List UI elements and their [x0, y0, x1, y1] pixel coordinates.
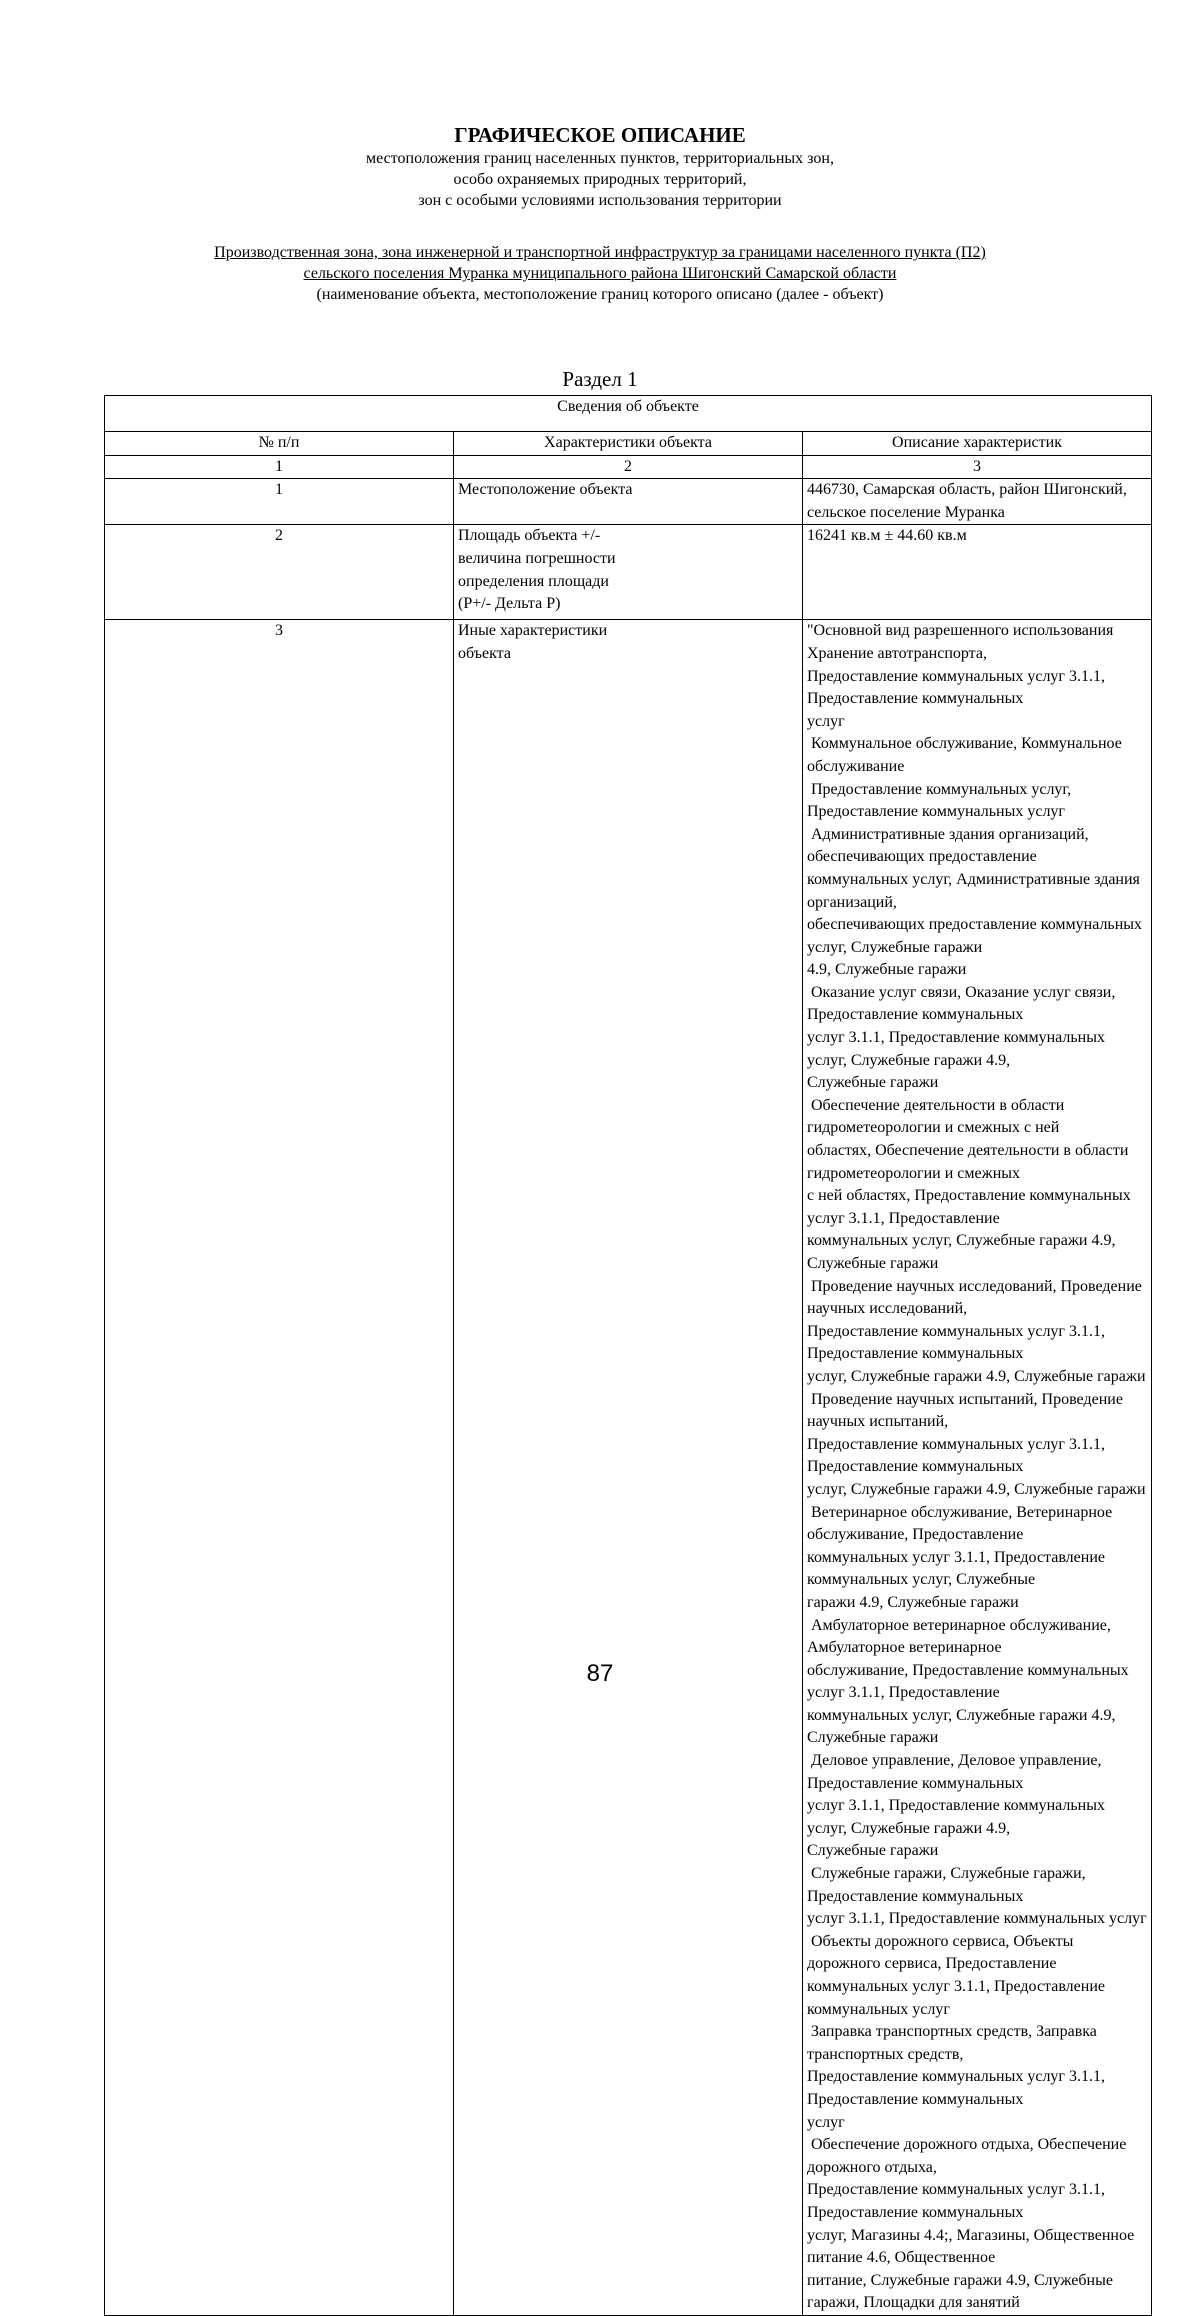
description-line: Коммунальное обслуживание, Коммунальное обслуживание [807, 735, 1126, 775]
description-line: Служебные гаражи [807, 1074, 939, 1092]
table-caption-row [105, 396, 1152, 432]
table-row [105, 620, 1152, 2316]
description-line: услуг, Служебные гаражи 4.9, Служебные гаражи [807, 1367, 1146, 1385]
description-cell [803, 479, 1152, 525]
subtitle-line: особо охраняемых природных территорий, [453, 171, 747, 188]
description-line: Служебные гаражи, Служебные гаражи, Предоставление коммунальных [807, 1865, 1090, 1905]
page-number: 87 [586, 1660, 614, 1687]
description-cell [803, 525, 1152, 620]
table-header-row [105, 432, 1152, 456]
subtitle-line: местоположения границ населенных пунктов, территориальных зон, [366, 150, 834, 167]
description-line: услуг [807, 2113, 845, 2131]
description-cell [803, 620, 1152, 2316]
description-line: с ней областях, Предоставление коммунальных услуг 3.1.1, Предоставление [807, 1187, 1135, 1227]
table-row [105, 479, 1152, 525]
description-line: Предоставление коммунальных услуг 3.1.1, Предоставление коммунальных [807, 667, 1109, 708]
object-block [0, 242, 1200, 305]
row-number: 1 [105, 479, 454, 525]
description-line: обслуживание, Предоставление коммунальных услуг 3.1.1, Предоставление [807, 1661, 1133, 1702]
description-line: коммунальных услуг, Административные здания организаций, [807, 870, 1144, 911]
table-row [105, 525, 1152, 620]
description-line: коммунальных услуг 3.1.1, Предоставление коммунальных услуг, Служебные [807, 1548, 1109, 1589]
description-line: 16241 кв.м ± 44.60 кв.м [807, 527, 967, 545]
description-line: Оказание услуг связи, Оказание услуг связи, Предоставление коммунальных [807, 983, 1120, 1024]
description-line: Деловое управление, Деловое управление, Предоставление коммунальных [807, 1752, 1106, 1792]
description-line: Проведение научных исследований, Проведение научных исследований, [807, 1277, 1146, 1318]
characteristic-line: определения площади [458, 572, 609, 590]
description-line: услуг, Служебные гаражи 4.9, Служебные гаражи [807, 1480, 1146, 1498]
description-line: Обеспечение деятельности в области гидрометеорологии и смежных с ней [807, 1096, 1069, 1137]
description-line: Предоставление коммунальных услуг 3.1.1, Предоставление коммунальных [807, 2068, 1109, 2108]
characteristic-line: (P+/- Дельта P) [458, 595, 561, 613]
description-line: услуг [807, 712, 845, 730]
description-line: Объекты дорожного сервиса, Объекты дорожного сервиса, Предоставление [807, 1932, 1078, 1973]
description-line: Предоставление коммунальных услуг 3.1.1, Предоставление коммунальных [807, 2181, 1109, 2221]
description-line: Предоставление коммунальных услуг 3.1.1, Предоставление коммунальных [807, 1322, 1109, 1363]
characteristic-line: Площадь объекта +/- [458, 527, 601, 545]
header-cell: № п/п [105, 432, 454, 456]
section-title: Раздел 1 [562, 367, 638, 391]
description-line: Ветеринарное обслуживание, Ветеринарное обслуживание, Предоставление [807, 1503, 1117, 1544]
description-line: Проведение научных испытаний, Проведение научных испытаний, [807, 1390, 1127, 1431]
column-number-cell: 3 [803, 455, 1152, 479]
description-line: коммунальных услуг 3.1.1, Предоставление коммунальных услуг [807, 1978, 1109, 2018]
object-caption: (наименование объекта, местоположение границ которого описано (далее - объект) [316, 286, 884, 303]
description-line: обеспечивающих предоставление коммунальных услуг, Служебные гаражи [807, 916, 1147, 956]
subtitle-line: зон с особыми условиями использования территории [418, 192, 782, 209]
column-number-cell: 1 [105, 455, 454, 479]
description-line: Административные здания организаций, обеспечивающих предоставление [807, 825, 1093, 866]
description-line: "Основной вид разрешенного использования Хранение автотранспорта, [807, 622, 1118, 662]
description-line: Обеспечение дорожного отдыха, Обеспечение дорожного отдыха, [807, 2136, 1131, 2176]
description-line: услуг, Магазины 4.4;, Магазины, Общественное питание 4.6, Общественное [807, 2226, 1139, 2267]
description-line: Предоставление коммунальных услуг 3.1.1, Предоставление коммунальных [807, 1435, 1109, 1476]
characteristic-line: величина погрешности [458, 549, 616, 567]
row-number: 3 [105, 620, 454, 2316]
description-line: Служебные гаражи [807, 1842, 939, 1860]
description-line: услуг 3.1.1, Предоставление коммунальных услуг, Служебные гаражи 4.9, [807, 1029, 1109, 1069]
characteristic-line: Местоположение объекта [458, 481, 633, 499]
description-line: областях, Обеспечение деятельности в области гидрометеорологии и смежных [807, 1142, 1133, 1182]
characteristic-cell [454, 525, 803, 620]
document-header [0, 122, 1200, 211]
description-line: коммунальных услуг, Служебные гаражи 4.9, Служебные гаражи [807, 1232, 1120, 1272]
table-caption: Сведения об объекте [105, 396, 1152, 432]
description-line: услуг 3.1.1, Предоставление коммунальных услуг [807, 1910, 1147, 1928]
object-name-line: сельского поселения Муранка муниципального района Шигонский Самарской области [303, 265, 897, 282]
description-line: 446730, Самарская область, район Шигонский, сельское поселение Муранка [807, 481, 1131, 521]
description-line: Амбулаторное ветеринарное обслуживание, Амбулаторное ветеринарное [807, 1616, 1115, 1657]
object-info-table [104, 395, 1152, 2316]
description-line: услуг 3.1.1, Предоставление коммунальных услуг, Служебные гаражи 4.9, [807, 1797, 1109, 1837]
description-line: коммунальных услуг, Служебные гаражи 4.9, Служебные гаражи [807, 1706, 1120, 1747]
characteristic-cell [454, 620, 803, 2316]
characteristic-line: объекта [458, 644, 511, 662]
column-number-cell: 2 [454, 455, 803, 479]
description-line: Предоставление коммунальных услуг, Предоставление коммунальных услуг [807, 780, 1076, 821]
column-number-row [105, 455, 1152, 479]
characteristic-cell [454, 479, 803, 525]
header-cell: Характеристики объекта [454, 432, 803, 456]
description-line: 4.9, Служебные гаражи [807, 961, 967, 979]
document-title: ГРАФИЧЕСКОЕ ОПИСАНИЕ [454, 123, 746, 147]
characteristic-line: Иные характеристики [458, 622, 608, 640]
description-line: гаражи 4.9, Служебные гаражи [807, 1593, 1019, 1611]
description-line: питание, Служебные гаражи 4.9, Служебные гаражи, Площадки для занятий [807, 2271, 1117, 2312]
object-name-line: Производственная зона, зона инженерной и транспортной инфраструктур за границами населенного пункта (П2) [214, 244, 986, 261]
row-number: 2 [105, 525, 454, 620]
description-line: Заправка транспортных средств, Заправка транспортных средств, [807, 2023, 1101, 2063]
header-cell: Описание характеристик [803, 432, 1152, 456]
